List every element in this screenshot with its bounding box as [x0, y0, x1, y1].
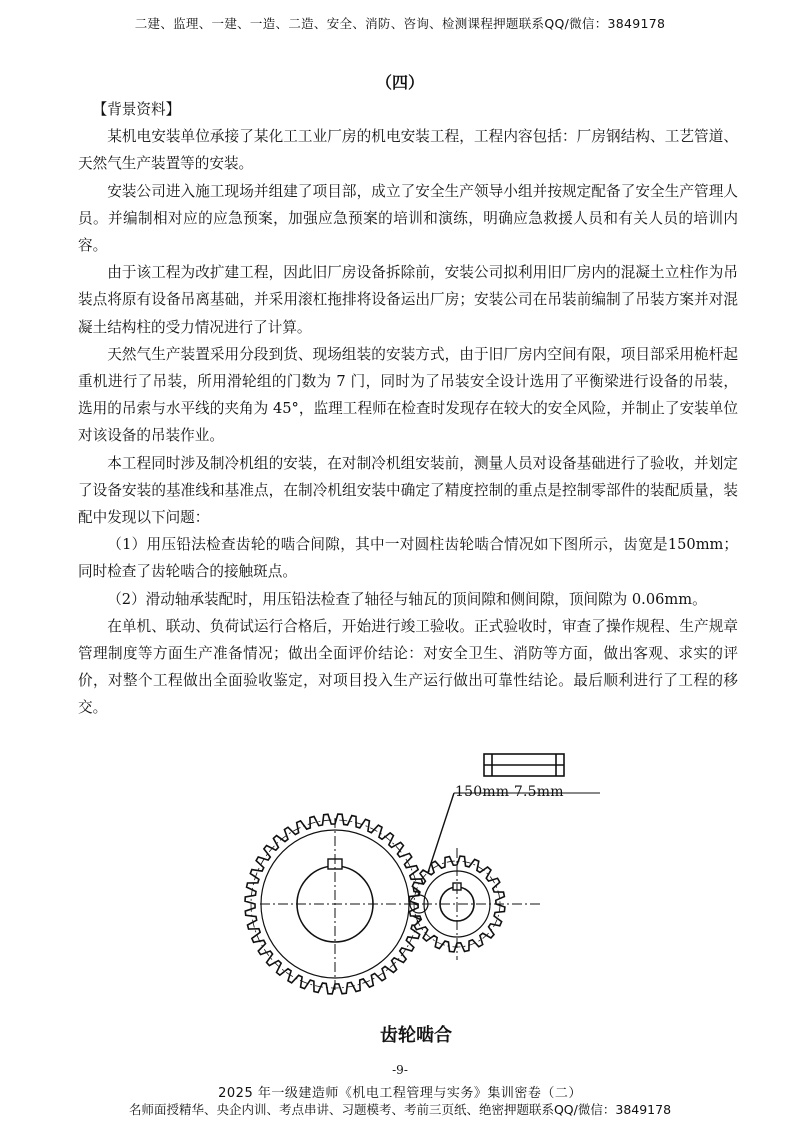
paragraph-chiller: 本工程同时涉及制冷机组的安装，在对制冷机组安装前，测量人员对设备基础进行了验收，并划定了设备安装的基准线和基准点，在制冷机组安装中确定了精度控制的重点是控制零部件的装配质量，装配中发现以下问题：: [78, 454, 738, 527]
page-number: -9-: [392, 1063, 408, 1077]
page-header-contact: 二建、监理、一建、一造、二造、安全、消防、咨询、检测课程押题联系QQ/微信：3849178: [134, 16, 666, 31]
paragraph-intro: 某机电安装单位承接了某化工工业厂房的机电安装工程，工程内容包括：厂房钢结构、工艺管道、天然气生产装置等的安装。: [78, 128, 738, 173]
figure-caption: 齿轮啮合: [380, 1025, 452, 1046]
paragraph-project-team: 安装公司进入施工现场并组建了项目部，成立了安全生产领导小组并按规定配备了安全生产管理人员。并编制相对应的应急预案，加强应急预案的培训和演练，明确应急救援人员和有关人员的培训内容。: [78, 182, 738, 255]
paragraph-item-1: （1）用压铅法检查齿轮的啮合间隙，其中一对圆柱齿轮啮合情况如下图所示，齿宽是150mm；同时检查了齿轮啮合的接触斑点。: [78, 536, 738, 581]
gear-dimension-label: 150mm 7.5mm: [455, 784, 564, 800]
question-body: [78, 96, 738, 722]
gear-mesh-figure: [240, 748, 620, 1058]
section-title: （四）: [375, 73, 424, 92]
paragraph-lifting: 天然气生产装置采用分段到货、现场组装的安装方式，由于旧厂房内空间有限，项目部采用桅杆起重机进行了吊装，所用滑轮组的门数为 7 门，同时为了吊装安全设计选用了平衡梁进行设备的吊装，选用的吊索与水平线的夹角为 45°，监理工程师在检查时发现存在较大的安全风险，并制止了安装单位对该设备的吊装作业。: [78, 345, 738, 445]
paragraph-item-2: （2）滑动轴承装配时，用压铅法检查了轴径与轴瓦的顶间隙和侧间隙，顶间隙为 0.06mm。: [107, 590, 707, 608]
footer-title: 2025 年一级建造师《机电工程管理与实务》集训密卷（二）: [218, 1086, 582, 1101]
footer-contact: 名师面授精华、央企内训、考点串讲、习题模考、考前三页纸、绝密押题联系QQ/微信：3849178: [128, 1102, 672, 1117]
background-label: 【背景资料】: [92, 101, 181, 118]
paragraph-acceptance: 在单机、联动、负荷试运行合格后，开始进行竣工验收。正式验收时，审查了操作规程、生产规章管理制度等方面生产准备情况；做出全面评价结论：对安全卫生、消防等方面，做出客观、求实的评价，对整个工程做出全面验收鉴定，对项目投入生产运行做出可靠性结论。最后顺利进行了工程的移交。: [78, 617, 738, 717]
lead-sample-icon: [484, 754, 564, 776]
paragraph-demolition: 由于该工程为改扩建工程，因此旧厂房设备拆除前，安装公司拟利用旧厂房内的混凝土立柱作为吊装点将原有设备吊离基础，并采用滚杠拖排将设备运出厂房；安装公司在吊装前编制了吊装方案并对混凝土结构柱的受力情况进行了计算。: [78, 264, 738, 336]
